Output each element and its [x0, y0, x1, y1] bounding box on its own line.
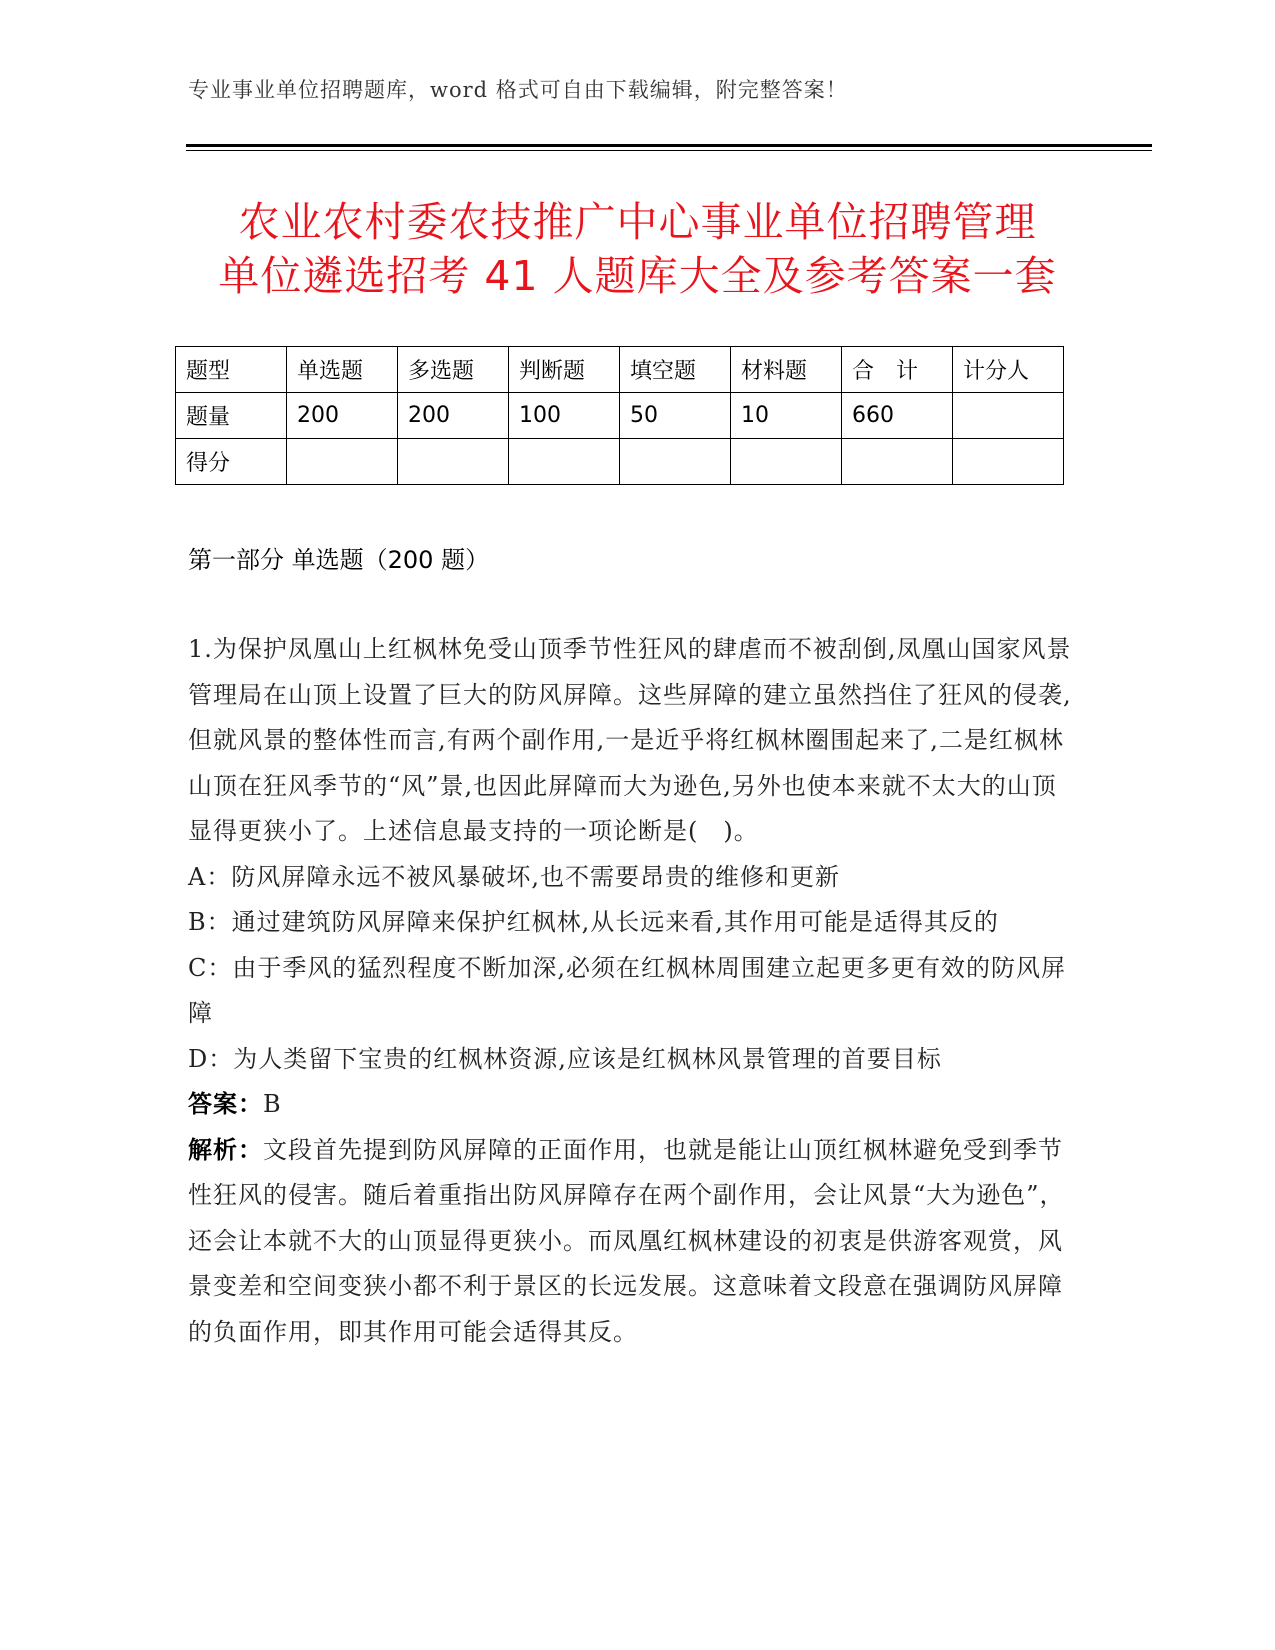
question-stem: 1.为保护凤凰山上红枫林免受山顶季节性狂风的肆虐而不被刮倒,凤凰山国家风景管理局在山顶上设置了巨大的防风屏障。这些屏障的建立虽然挡住了狂风的侵袭,但就风景的整体性而言,有两个副作用,一是近乎将红枫林圈围起来了,二是红枫林山顶在狂风季节的“风”景,也因此屏障而大为逊色,另外也使本来就不太大的山顶显得更狭小了。上述信息最支持的一项论断是( )。 — [188, 635, 1072, 845]
page-header-text: 专业事业单位招聘题库，word 格式可自由下载编辑，附完整答案！ — [188, 78, 848, 102]
answer-value: B — [263, 1090, 282, 1118]
score-table-row-type — [176, 347, 1064, 393]
table-cell — [842, 439, 953, 485]
header-rule-thin — [186, 150, 1152, 151]
table-cell: 多选题 — [398, 347, 509, 393]
answer-line — [188, 1082, 1078, 1128]
table-cell: 题量 — [176, 393, 287, 439]
document-title — [150, 195, 1125, 303]
table-cell — [953, 393, 1064, 439]
table-cell: 判断题 — [509, 347, 620, 393]
table-cell — [620, 439, 731, 485]
table-cell — [287, 439, 398, 485]
table-cell: 题型 — [176, 347, 287, 393]
table-cell: 合 计 — [842, 347, 953, 393]
option-c: C：由于季风的猛烈程度不断加深,必须在红枫林周围建立起更多更有效的防风屏障 — [188, 953, 1066, 1027]
table-cell: 100 — [509, 393, 620, 439]
table-cell: 200 — [287, 393, 398, 439]
score-table — [175, 346, 1064, 485]
table-cell: 计分人 — [953, 347, 1064, 393]
table-cell — [953, 439, 1064, 485]
analysis-text: 文段首先提到防风屏障的正面作用，也就是能让山顶红枫林避免受到季节性狂风的侵害。随后着重指出防风屏障存在两个副作用，会让风景“大为逊色”，还会让本就不大的山顶显得更狭小。而凤凰红枫林建设的初衷是供游客观赏，风景变差和空间变狭小都不利于景区的长远发展。这意味着文段意在强调防风屏障的负面作用，即其作用可能会适得其反。 — [188, 1135, 1065, 1346]
option-b: B：通过建筑防风屏障来保护红枫林,从长远来看,其作用可能是适得其反的 — [188, 908, 999, 936]
answer-label: 答案： — [188, 1090, 263, 1118]
table-cell — [398, 439, 509, 485]
table-cell: 材料题 — [731, 347, 842, 393]
title-line-1: 农业农村委农技推广中心事业单位招聘管理 — [238, 198, 1037, 246]
table-cell: 50 — [620, 393, 731, 439]
table-cell: 200 — [398, 393, 509, 439]
score-table-row-count — [176, 393, 1064, 439]
table-cell — [509, 439, 620, 485]
option-d: D：为人类留下宝贵的红枫林资源,应该是红枫林风景管理的首要目标 — [188, 1044, 942, 1073]
option-a: A：防风屏障永远不被风暴破坏,也不需要昂贵的维修和更新 — [188, 862, 840, 891]
table-cell: 10 — [731, 393, 842, 439]
table-cell: 单选题 — [287, 347, 398, 393]
question-block — [188, 627, 1078, 1355]
analysis-paragraph — [188, 1128, 1078, 1356]
header-rule-thick — [186, 144, 1152, 147]
table-cell: 填空题 — [620, 347, 731, 393]
table-cell: 660 — [842, 393, 953, 439]
score-table-row-score — [176, 439, 1064, 485]
section-title: 第一部分 单选题（200 题） — [188, 546, 490, 574]
table-cell — [731, 439, 842, 485]
analysis-label: 解析： — [188, 1135, 263, 1164]
title-line-2: 单位遴选招考 41 人题库大全及参考答案一套 — [218, 252, 1057, 300]
table-cell: 得分 — [176, 439, 287, 485]
